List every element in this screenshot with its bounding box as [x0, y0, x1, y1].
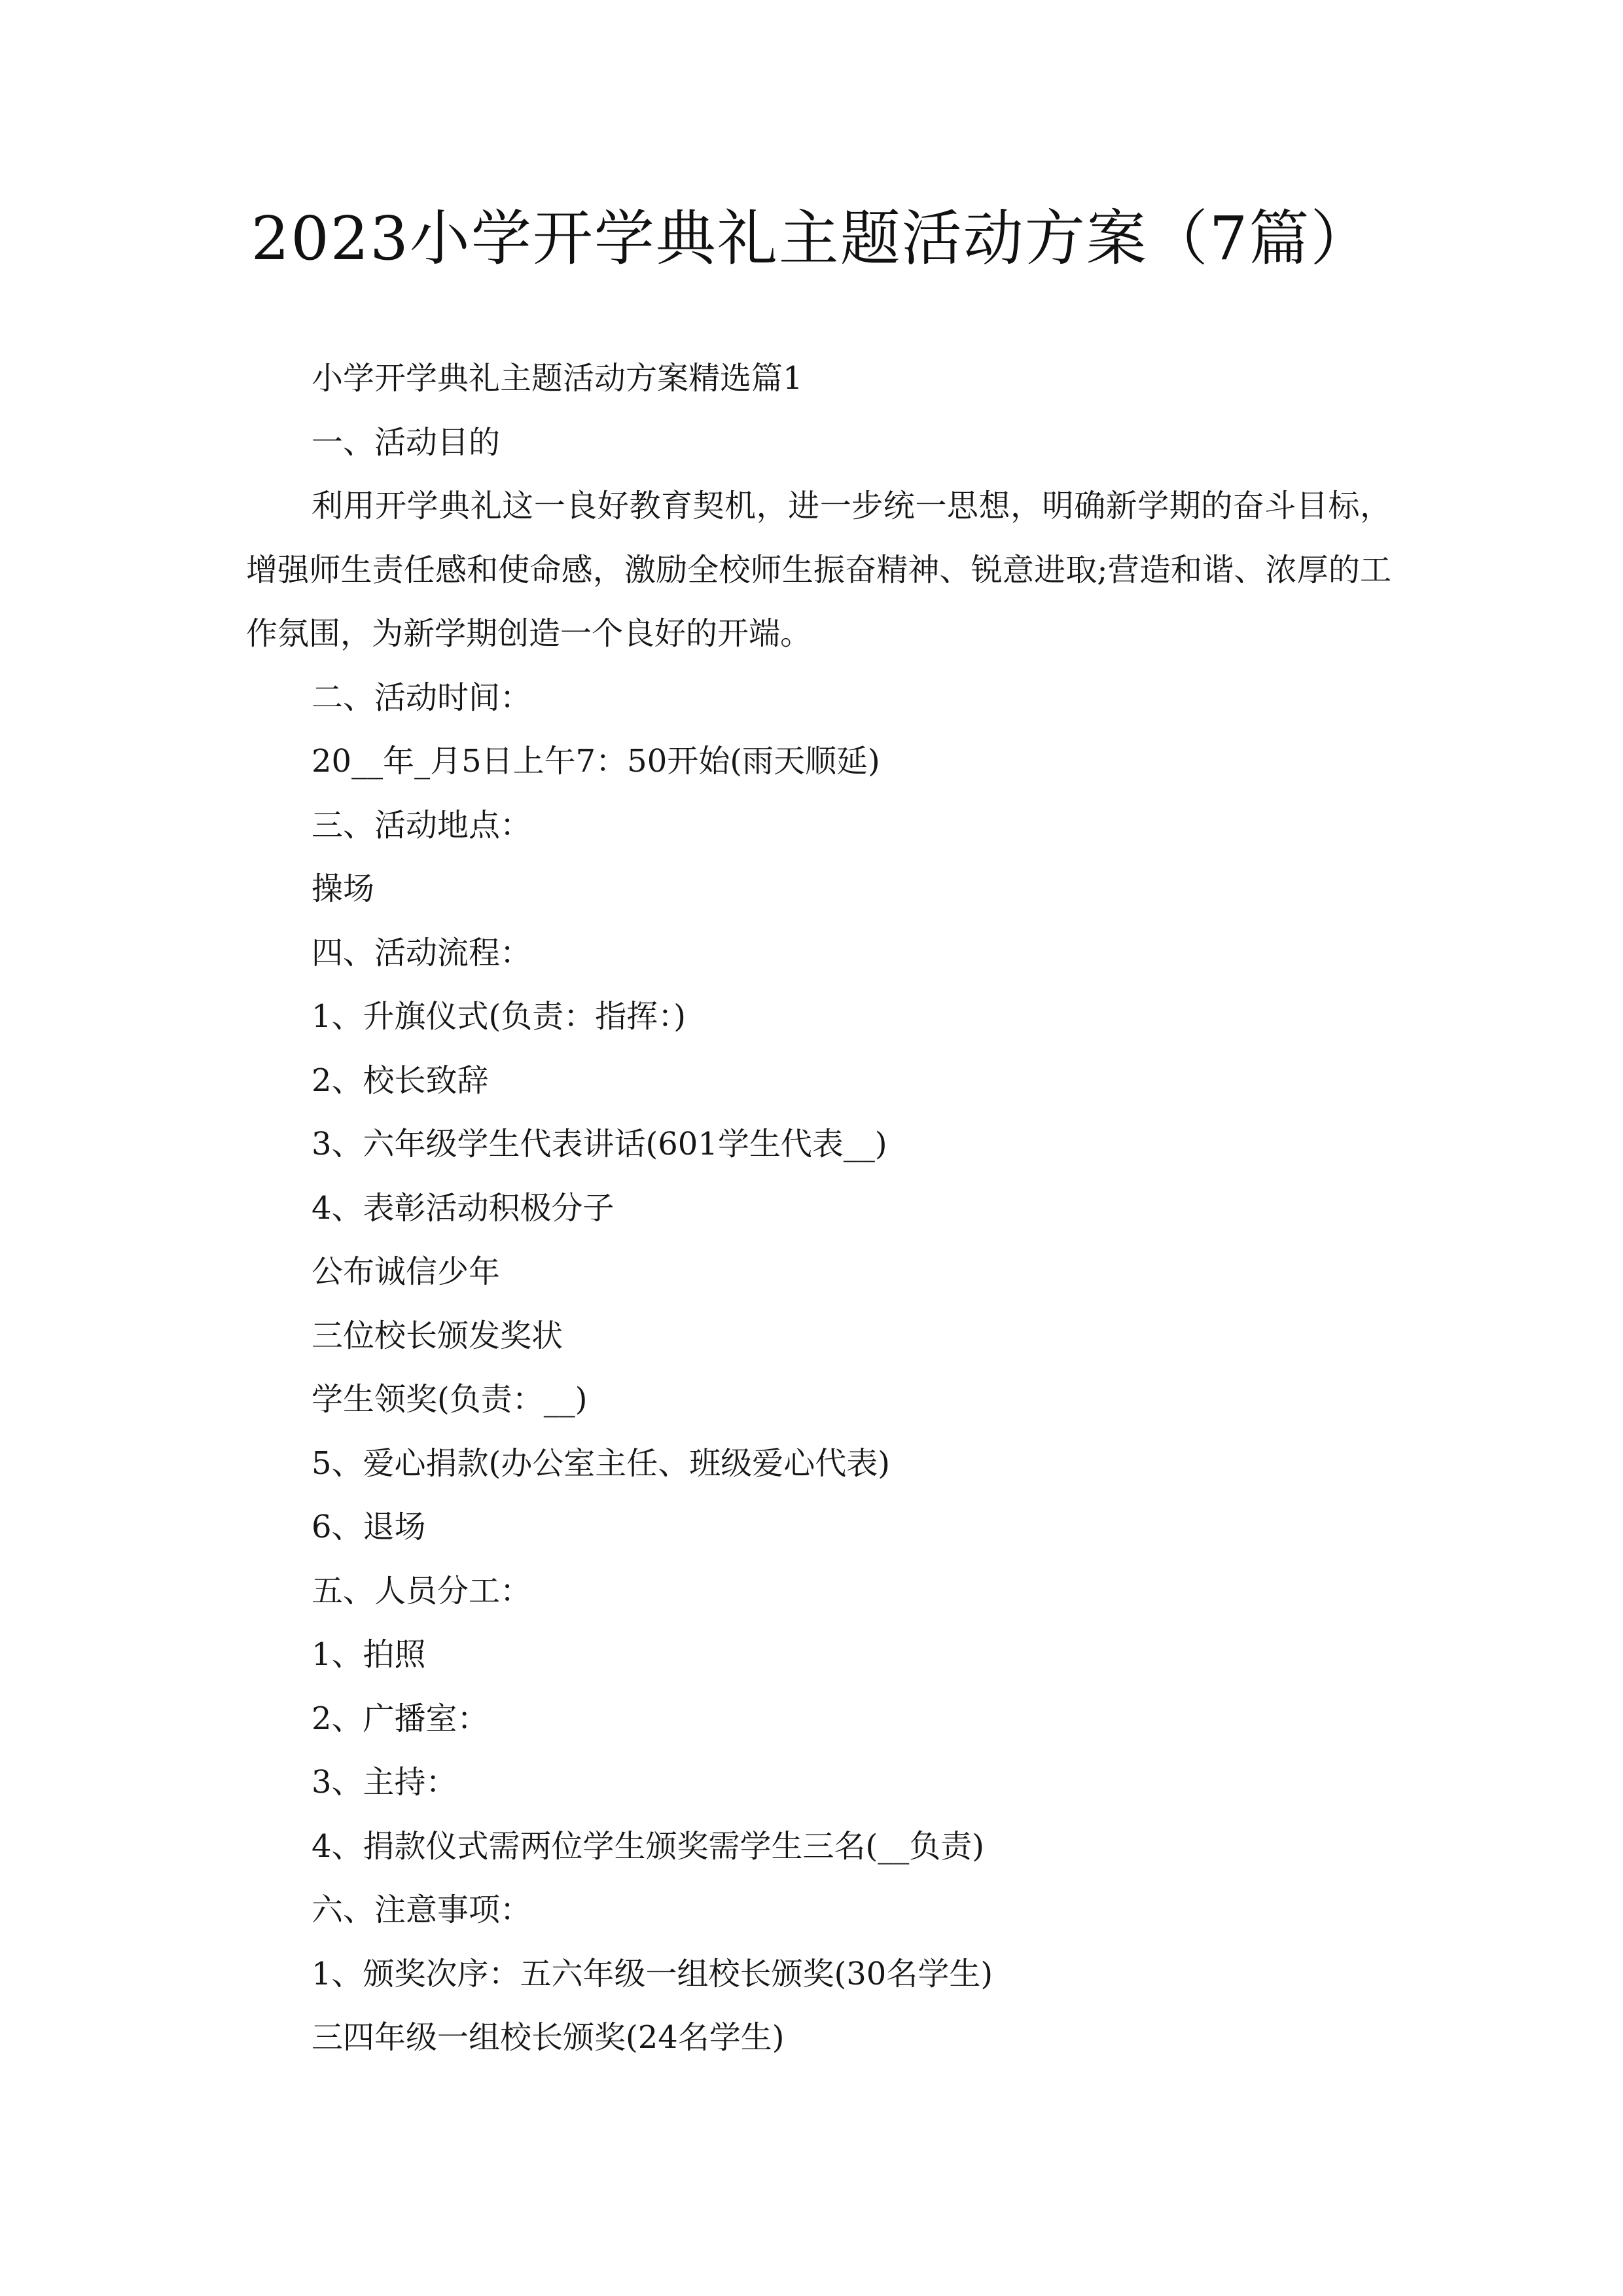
document-body	[246, 347, 1391, 2070]
staff-item-2: 2、广播室：	[312, 1700, 489, 1737]
process-item-2: 2、校长致辞	[312, 1062, 489, 1099]
staff-item-4: 4、捐款仪式需两位学生颁奖需学生三名(__负责)	[312, 1827, 984, 1865]
document-title: 2023小学开学典礼主题活动方案（7篇）	[251, 204, 1372, 274]
process-item-5: 5、爱心捐款(办公室主任、班级爱心代表)	[312, 1444, 890, 1482]
heading-activity-purpose: 一、活动目的	[312, 423, 501, 461]
process-item-4-sub-1: 公布诚信少年	[312, 1253, 501, 1290]
process-item-6: 6、退场	[312, 1509, 426, 1545]
process-item-4-sub-2: 三位校长颁发奖状	[312, 1317, 563, 1354]
staff-item-3: 3、主持：	[312, 1764, 457, 1801]
process-item-4-sub-3: 学生领奖(负责：__)	[312, 1381, 588, 1418]
heading-notes: 六、注意事项：	[312, 1892, 532, 1928]
notes-item-1-sub: 三四年级一组校长颁奖(24名学生)	[312, 2019, 785, 2056]
process-item-3: 3、六年级学生代表讲话(601学生代表__)	[312, 1126, 887, 1162]
activity-location-value: 操场	[312, 870, 375, 907]
activity-time-value: 20__年_月5日上午7：50开始(雨天顺延)	[312, 743, 880, 780]
notes-item-1: 1、颁奖次序：五六年级一组校长颁奖(30名学生)	[312, 1955, 993, 1992]
heading-activity-location: 三、活动地点：	[312, 806, 532, 844]
section-heading-essay-1: 小学开学典礼主题活动方案精选篇1	[312, 360, 803, 397]
heading-activity-process: 四、活动流程：	[312, 934, 532, 971]
staff-item-1: 1、拍照	[312, 1636, 426, 1673]
process-item-1: 1、升旗仪式(负责：指挥：)	[312, 998, 686, 1035]
purpose-paragraph: 利用开学典礼这一良好教育契机，进一步统一思想，明确新学期的奋斗目标，增强师生责任感和使命感，激励全校师生振奋精神、锐意进取;营造和谐、浓厚的工作氛围，为新学期创造一个良好的开端。	[246, 488, 1391, 652]
heading-activity-time: 二、活动时间：	[312, 679, 532, 716]
process-item-4: 4、表彰活动积极分子	[312, 1189, 615, 1227]
heading-staff-assignment: 五、人员分工：	[312, 1572, 532, 1609]
